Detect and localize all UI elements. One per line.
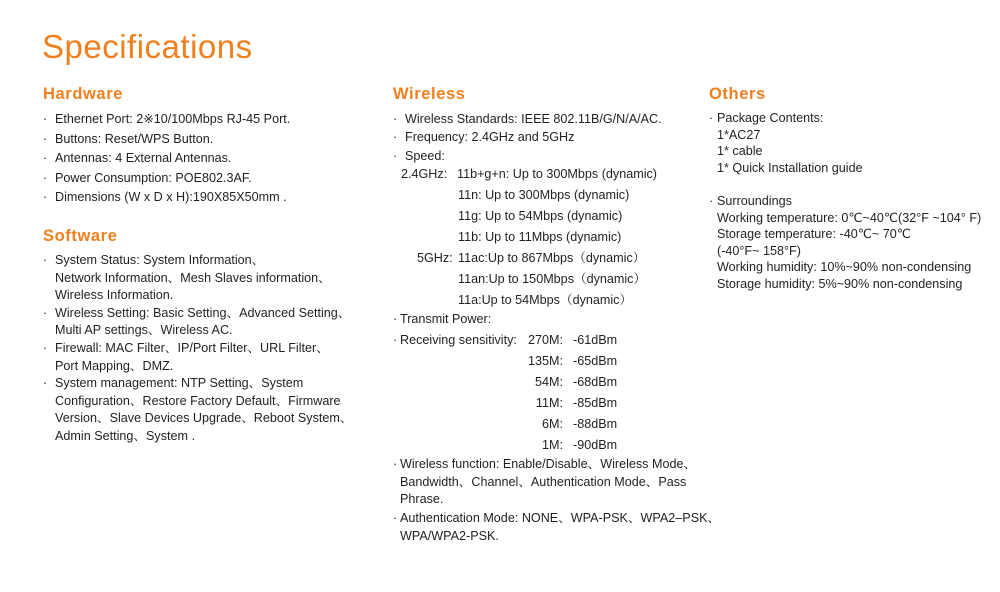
sensitivity-rate: 135M:: [527, 354, 563, 368]
speed-rate: 11a:Up to 54Mbps（dynamic）: [458, 293, 633, 307]
others-package: [709, 110, 863, 176]
sensitivity-value: -61dBm: [573, 333, 618, 347]
hardware-heading: Hardware: [43, 85, 124, 103]
list-item: · Wireless Setting: Basic Setting、Advanced Setting、 Multi AP settings、Wireless AC.: [43, 305, 351, 338]
list-item: · Speed:: [393, 148, 445, 163]
list-item: · Buttons: Reset/WPS Button.: [43, 131, 214, 146]
list-item: · Firewall: MAC Filter、IP/Port Filter、URL Filter、 Port Mapping、DMZ.: [43, 340, 329, 373]
surroundings-item: Working temperature: 0℃~40℃(32°F ~104° F): [717, 210, 982, 225]
sensitivity-rate: 54M:: [535, 375, 563, 389]
list-item: · System Status: System Information、 Network Information、Mesh Slaves information、 Wireless Information.: [43, 253, 331, 303]
band-label: 2.4GHz:: [401, 167, 448, 181]
speed-rate: 11g: Up to 54Mbps (dynamic): [458, 209, 623, 223]
page-title: Specifications: [42, 28, 253, 65]
list-item: · System management: NTP Setting、System Configuration、Restore Factory Default、Firmware Version、Slave Devices Upgrade、Reboot System、 Admin Setting、System .: [43, 376, 353, 443]
software-heading: Software: [43, 227, 118, 245]
surroundings-item: Storage temperature: -40℃~ 70℃: [717, 227, 911, 242]
list-item: · Frequency: 2.4GHz and 5GHz: [393, 130, 575, 145]
surroundings-item: Storage humidity: 5%~90% non-condensing: [717, 276, 963, 291]
sensitivity-value: -68dBm: [573, 375, 618, 389]
package-item: 1*AC27: [717, 127, 761, 142]
sensitivity-label: · Receiving sensitivity:: [393, 333, 517, 347]
sensitivity-value: -88dBm: [573, 417, 618, 431]
package-item: 1* cable: [717, 144, 763, 159]
transmit-power: · Transmit Power:: [393, 312, 492, 326]
sensitivity-rate: 6M:: [542, 417, 563, 431]
wireless-list: [393, 110, 662, 165]
sensitivity-rate: 1M:: [542, 438, 563, 452]
list-item: · Wireless Standards: IEEE 802.11B/G/N/A/AC.: [393, 112, 662, 126]
speed-rate: 11an:Up to 150Mbps（dynamic）: [458, 272, 647, 286]
hardware-list: [43, 110, 290, 208]
list-item: · Dimensions (W x D x H):190X85X50mm .: [43, 190, 287, 205]
software-list: [43, 252, 352, 446]
wireless-heading: Wireless: [393, 85, 466, 103]
list-item: · Power Consumption: POE802.3AF.: [43, 170, 252, 185]
sensitivity-value: -85dBm: [573, 396, 618, 410]
speed-rate: 11b+g+n: Up to 300Mbps (dynamic): [457, 167, 657, 181]
surroundings-label: · Surroundings: [709, 194, 792, 208]
sensitivity-value: -65dBm: [573, 354, 618, 368]
others-surroundings: [709, 193, 981, 293]
others-heading: Others: [709, 85, 766, 103]
sensitivity-table: [393, 332, 693, 462]
list-item: · Ethernet Port: 2※10/100Mbps RJ-45 Port.: [43, 112, 291, 126]
sensitivity-value: -90dBm: [573, 438, 618, 452]
speed-rate: 11b: Up to 11Mbps (dynamic): [458, 230, 622, 244]
surroundings-item: Working humidity: 10%~90% non-condensing: [717, 260, 972, 275]
sensitivity-rate: 270M:: [527, 333, 563, 347]
speed-rate: 11n: Up to 300Mbps (dynamic): [458, 188, 630, 202]
package-item: 1* Quick Installation guide: [717, 160, 863, 175]
speed-rate: 11ac:Up to 867Mbps（dynamic）: [458, 251, 646, 265]
surroundings-item: (-40°F~ 158°F): [717, 243, 801, 258]
package-label: · Package Contents:: [709, 111, 824, 125]
sensitivity-rate: 11M:: [535, 396, 563, 410]
wireless-function: · Wireless function: Enable/Disable、Wireless Mode、 Bandwidth、Channel、Authentication Mode、Pass Phrase.: [393, 457, 697, 507]
speed-rates: [401, 166, 701, 316]
authentication-mode: · Authentication Mode: NONE、WPA-PSK、WPA2–PSK、 WPA/WPA2-PSK.: [393, 511, 721, 543]
band-label: 5GHz:: [417, 251, 453, 265]
list-item: · Antennas: 4 External Antennas.: [43, 151, 232, 166]
